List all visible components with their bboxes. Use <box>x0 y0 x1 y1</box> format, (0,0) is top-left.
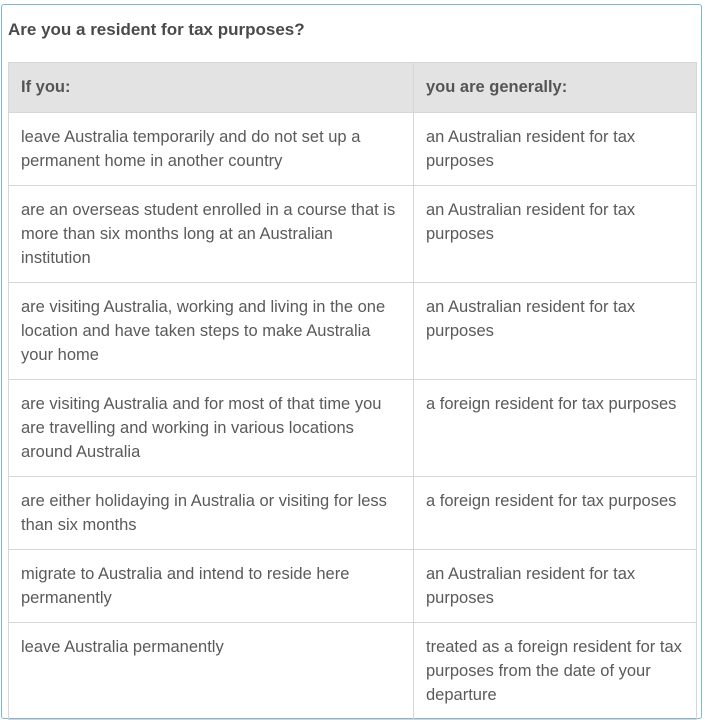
table-row <box>9 623 697 720</box>
table-header-row <box>9 63 697 113</box>
condition-cell: are visiting Australia and for most of that time you are travelling and working in various locations around Australia <box>9 380 414 477</box>
table-row <box>9 380 697 477</box>
result-cell: a foreign resident for tax purposes <box>414 477 697 550</box>
condition-cell: are visiting Australia, working and living in the one location and have taken steps to make Australia your home <box>9 283 414 380</box>
table-row <box>9 550 697 623</box>
table-row <box>9 113 697 186</box>
result-cell: treated as a foreign resident for tax purposes from the date of your departure <box>414 623 697 720</box>
condition-cell: leave Australia permanently <box>9 623 414 720</box>
condition-cell: leave Australia temporarily and do not set up a permanent home in another country <box>9 113 414 186</box>
panel-heading: Are you a resident for tax purposes? <box>8 20 305 39</box>
residency-panel <box>1 4 702 719</box>
condition-cell: are an overseas student enrolled in a course that is more than six months long at an Australian institution <box>9 186 414 283</box>
result-cell: an Australian resident for tax purposes <box>414 113 697 186</box>
column-header-condition: If you: <box>9 63 414 113</box>
condition-cell: migrate to Australia and intend to reside here permanently <box>9 550 414 623</box>
residency-table <box>8 62 697 720</box>
result-cell: a foreign resident for tax purposes <box>414 380 697 477</box>
table-row <box>9 283 697 380</box>
table-row <box>9 477 697 550</box>
result-cell: an Australian resident for tax purposes <box>414 186 697 283</box>
result-cell: an Australian resident for tax purposes <box>414 550 697 623</box>
condition-cell: are either holidaying in Australia or visiting for less than six months <box>9 477 414 550</box>
column-header-result: you are generally: <box>414 63 697 113</box>
result-cell: an Australian resident for tax purposes <box>414 283 697 380</box>
table-row <box>9 186 697 283</box>
